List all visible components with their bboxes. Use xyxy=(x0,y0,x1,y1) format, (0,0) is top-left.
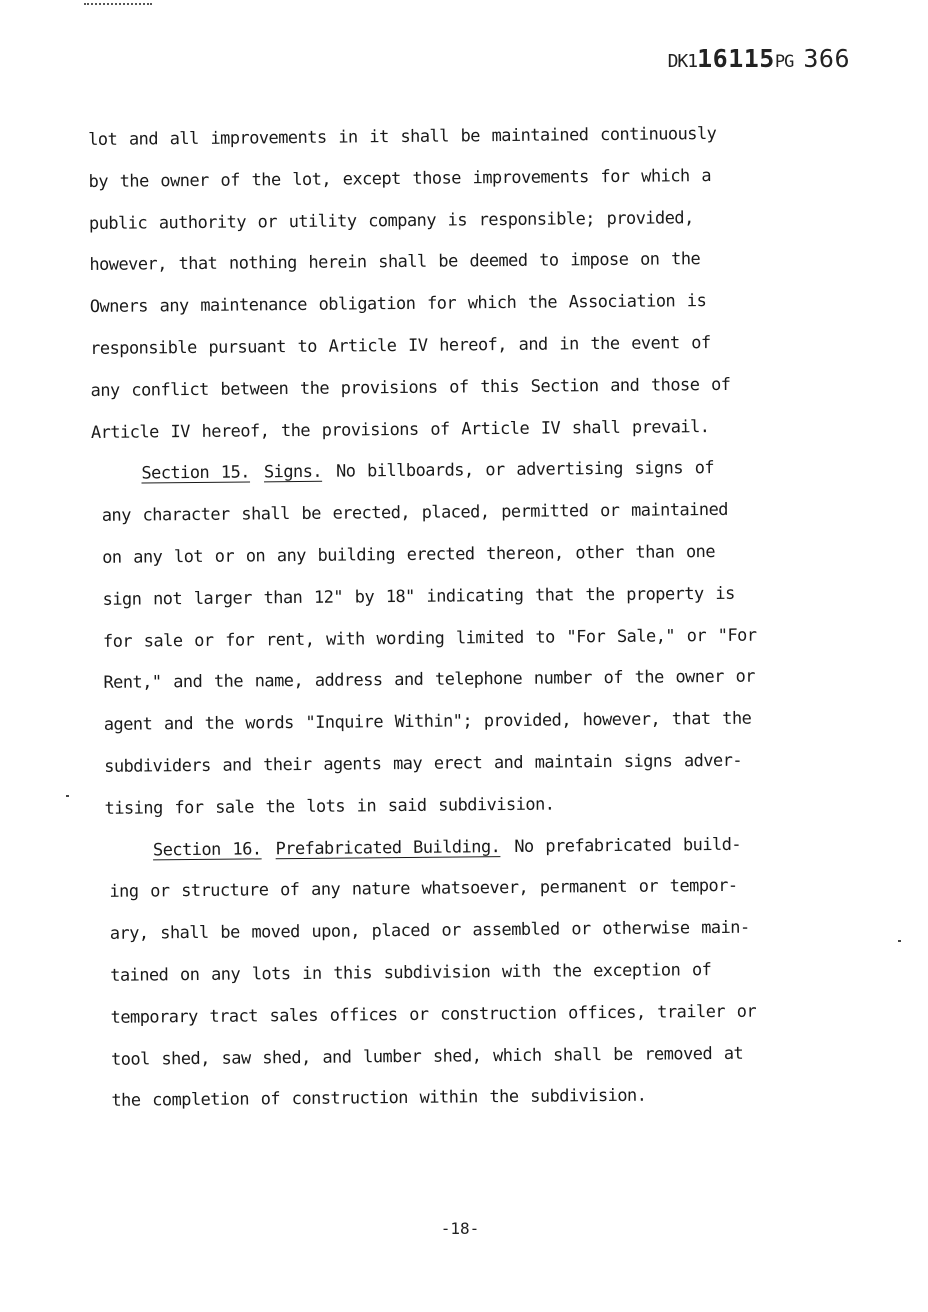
text-line: tained on any lots in this subdivision with the exception of xyxy=(110,959,712,986)
section-16-heading-line xyxy=(95,824,795,873)
text-line: on any lot or on any building erected thereon, other than one xyxy=(102,541,716,568)
text-line: any character shall be erected, placed, permitted or maintained xyxy=(101,500,729,527)
text-line: for sale or for rent, with wording limited to "For Sale," or "For xyxy=(102,625,757,652)
text-line: ing or structure of any nature whatsoever, permanent or tempor- xyxy=(109,876,738,903)
text-line: any conflict between the provisions of this Section and those of xyxy=(90,374,731,401)
section-15-title: Signs. xyxy=(263,462,323,483)
page-number: -18- xyxy=(440,1219,480,1238)
section-15-first-line: No billboards, or advertising signs of xyxy=(335,458,715,483)
text-line: subdividers and their agents may erect and maintain signs adver- xyxy=(104,750,743,777)
section-16-first-line: No prefabricated build- xyxy=(514,834,742,857)
section-16-number: Section 16. xyxy=(152,838,262,860)
text-line: responsible pursuant to Article IV hereof, and in the event of xyxy=(90,333,711,359)
text-line: the completion of construction within the subdivision. xyxy=(111,1086,647,1112)
stamp-book-number: 16115 xyxy=(697,44,775,73)
section-16-title: Prefabricated Building. xyxy=(275,836,501,859)
text-line: sign not larger than 12" by 18" indicating that the property is xyxy=(102,583,735,610)
top-scan-mark xyxy=(84,0,152,5)
stamp-page-number: 366 xyxy=(803,44,850,73)
section-15-number: Section 15. xyxy=(141,462,251,484)
text-line: Owners any maintenance obligation for which the Association is xyxy=(89,291,707,318)
stamp-page-label: PG xyxy=(774,52,794,72)
text-line: lot and all improvements in it shall be maintained continuously xyxy=(88,123,717,150)
text-line: Rent," and the name, address and telephone number of the owner or xyxy=(103,666,756,694)
recording-stamp xyxy=(668,44,850,73)
document-body xyxy=(88,113,798,1123)
scan-speck xyxy=(898,940,901,942)
text-line: tool shed, saw shed, and lumber shed, which shall be removed at xyxy=(110,1043,744,1070)
text-line: ary, shall be moved upon, placed or assembled or otherwise main- xyxy=(109,917,750,944)
stamp-prefix: DK1 xyxy=(667,51,698,72)
section-15-heading-line xyxy=(91,448,791,497)
text-line: by the owner of the lot, except those improvements for which a xyxy=(88,165,712,192)
scan-speck xyxy=(66,795,69,797)
text-line: however, that nothing herein shall be deemed to impose on the xyxy=(89,249,701,276)
text-line: public authority or utility company is responsible; provided, xyxy=(88,207,694,234)
text-line: agent and the words "Inquire Within"; provided, however, that the xyxy=(103,708,752,736)
text-line: Article IV hereof, the provisions of Article IV shall prevail. xyxy=(90,416,710,443)
text-line: temporary tract sales offices or construction offices, trailer or xyxy=(110,1001,757,1028)
text-line: tising for sale the lots in said subdivision. xyxy=(104,794,555,819)
